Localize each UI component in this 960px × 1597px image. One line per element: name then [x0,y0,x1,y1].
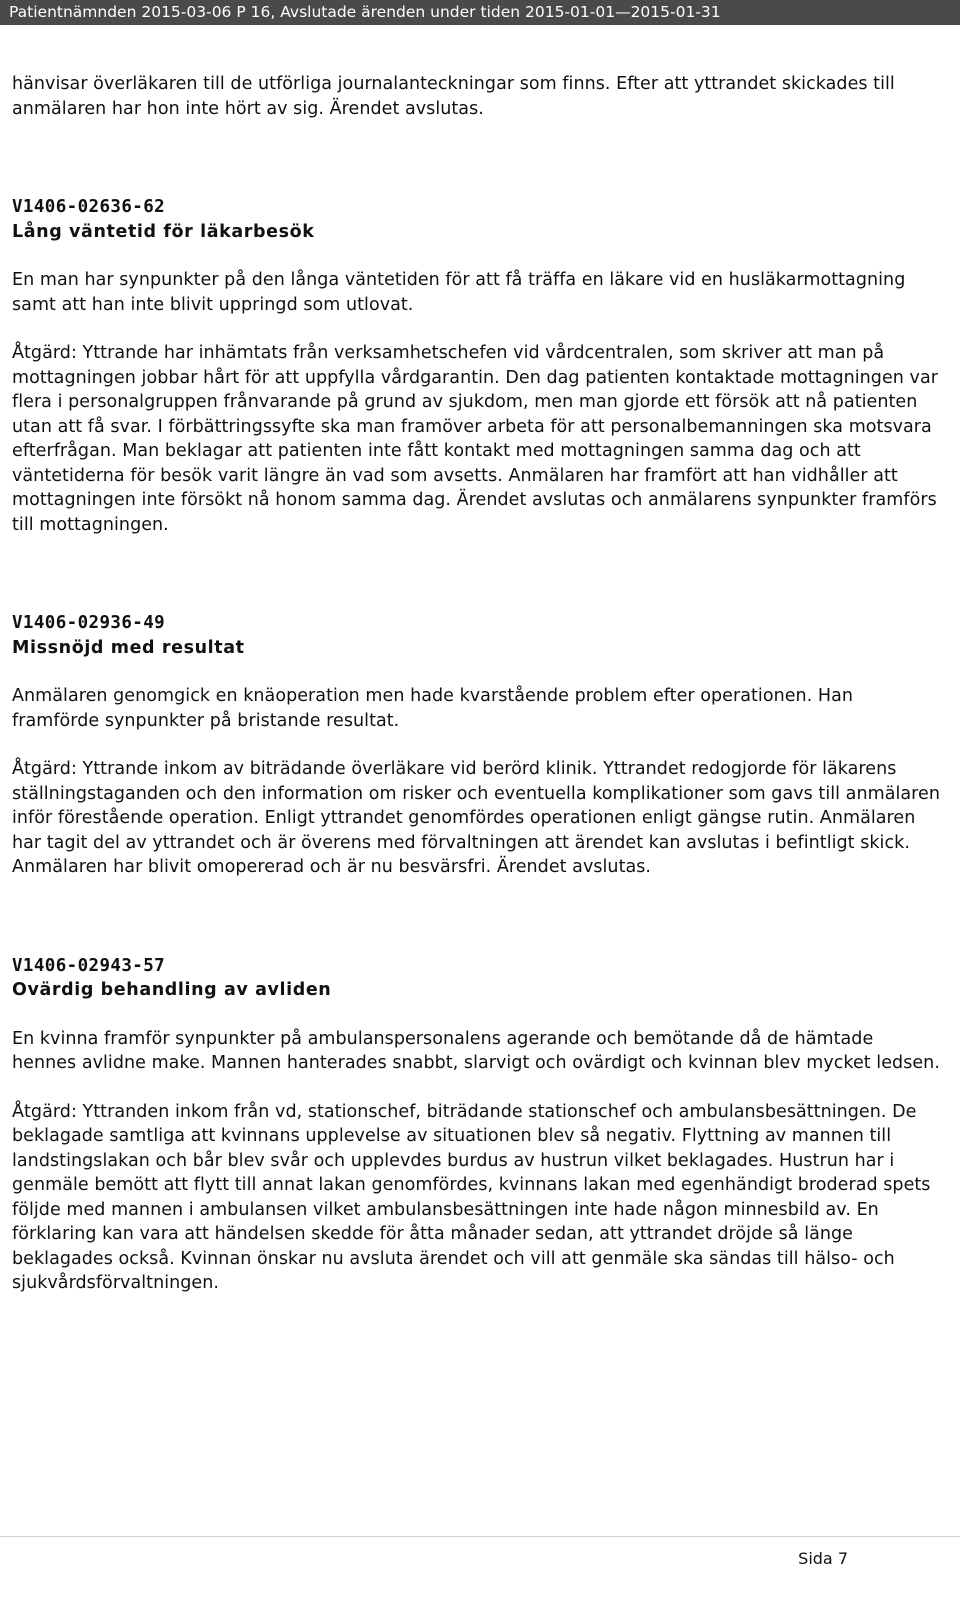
page-number: Sida 7 [798,1549,848,1568]
document-body [12,72,942,1296]
case-id: V1406-02943-57 [12,955,166,976]
case-action: Åtgärd: Yttranden inkom från vd, stationschef, biträdande stationschef och ambulansbesättningen. De beklagade samtliga att kvinnans upplevelse av situationen blev så negativ. Flyttning av mannen till landstingslakan och bår blev svår och upplevdes burdus av hustrun vilket beklagades. Hustrun har i genmäle bemött att flytt till annat lakan genomfördes, kvinnans lakan med egenhändigt broderad spets följde med mannen i ambulansen vilket ambulansbesättningen inte hade någon minnesbild av. En förklaring kan vara att händelsen skedde för åtta månader sedan, att yttrandet dröjde så länge beklagades också. Kvinnan önskar nu avsluta ärendet och vill att genmäle ska sändas till hälso- och sjukvårdsförvaltningen. [12,1101,931,1293]
footer-divider [0,1536,960,1537]
case-complaint: Anmälaren genomgick en knäoperation men hade kvarstående problem efter operationen. Han framförde synpunkter på bristande resultat. [12,686,854,731]
intro-paragraph: hänvisar överläkaren till de utförliga journalanteckningar som finns. Efter att yttrandet skickades till anmälaren har hon inte hört av sig. Ärendet avslutas. [12,74,895,119]
case-entry [12,195,942,537]
header-title: Patientnämnden 2015-03-06 P 16, Avslutade ärenden under tiden 2015-01-01—2015-01-31 [9,3,721,21]
case-title: Ovärdig behandling av avliden [12,980,332,1000]
case-complaint: En kvinna framför synpunkter på ambulanspersonalens agerande och bemötande då de hämtade hennes avlidne make. Mannen hanterades snabbt, slarvigt och ovärdigt och kvinnan blev mycket ledsen. [12,1028,940,1073]
case-action: Åtgärd: Yttrande har inhämtats från verksamhetschefen vid vårdcentralen, som skriver att man på mottagningen jobbar hårt för att uppfylla vårdgarantin. Den dag patienten kontaktade mottagningen var flera i personalgruppen frånvarande på grund av sjukdom, men man gjorde ett försök att nå patienten utan att få svar. I förbättringssyfte ska man framöver arbeta för att personalbemanningen ska motsvara efterfrågan. Man beklagar att patienten inte fått kontakt med mottagningen samma dag och att väntetiderna för besök varit längre än vad som avsetts. Anmälaren har framfört att han vidhåller att mottagningen inte försökt nå honom samma dag. Ärendet avslutas och anmälarens synpunkter framförs till mottagningen. [12,343,938,535]
case-entry [12,954,942,1296]
case-action: Åtgärd: Yttrande inkom av biträdande överläkare vid berörd klinik. Yttrandet redogjorde för läkarens ställningstaganden och den information om risker och eventuella komplikationer som gavs till anmälaren inför förestående operation. Enligt yttrandet genomfördes operationen enligt gängse rutin. Anmälaren har tagit del av yttrandet och är överens med förvaltningen att ärendet kan avslutas i befintligt skick. Anmälaren har blivit omopererad och är nu besvärsfri. Ärendet avslutas. [12,759,940,877]
document-header [0,0,960,25]
case-id: V1406-02936-49 [12,613,166,633]
case-title: Lång väntetid för läkarbesök [12,221,315,242]
case-id: V1406-02636-62 [12,197,166,217]
case-entry [12,611,942,880]
case-title: Missnöjd med resultat [12,637,245,658]
case-complaint: En man har synpunkter på den långa väntetiden för att få träffa en läkare vid en husläkarmottagning samt att han inte blivit uppringd som utlovat. [12,270,906,315]
